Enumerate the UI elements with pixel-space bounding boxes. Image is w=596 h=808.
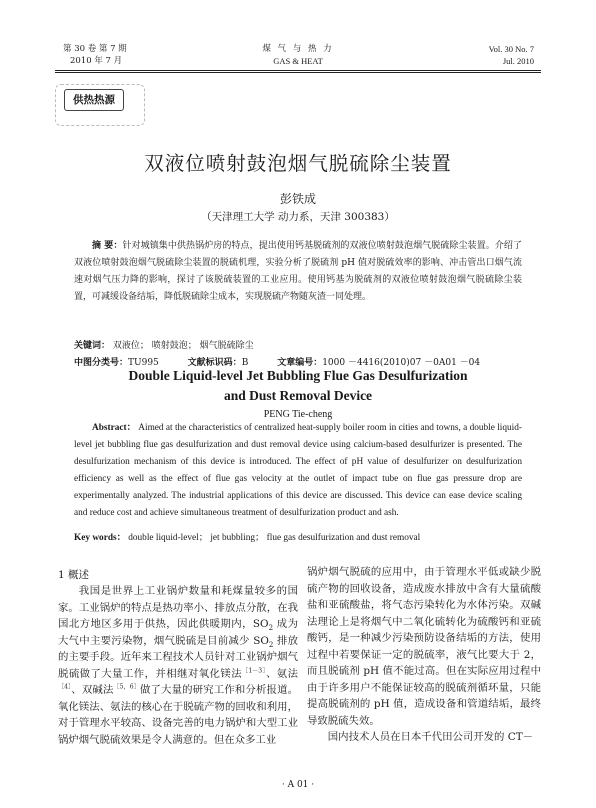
subscript: 2 bbox=[268, 640, 274, 649]
author-cn: 彭铁成 bbox=[279, 192, 316, 206]
date-cn: 2010 年 7 月 bbox=[70, 56, 123, 66]
paper-title-cn: 双液位喷射鼓泡烟气脱硫除尘装置 bbox=[144, 152, 452, 175]
body-text: 、氨法 bbox=[265, 667, 299, 680]
abstract-cn-label: 摘 要： bbox=[92, 241, 123, 251]
citation-ref: ［5，6］ bbox=[113, 683, 140, 691]
section-heading-overview: 1 概述 bbox=[58, 569, 90, 581]
article-number-label: 文章编号： bbox=[277, 358, 323, 368]
clc-label: 中图分类号： bbox=[74, 358, 129, 368]
date-en: Jul. 2010 bbox=[502, 56, 534, 66]
body-paragraph: 锅炉烟气脱硫的应用中，由于管理水平低或缺少脱硫产物的回收设备，造成废水排放中含有大量硫酸盐和亚硫酸盐，将气态污染转化为水体污染。双碱法理论上是将烟气中二氧化硫转化为硫酸钙和亚硫酸钙，是一种减少污染预防设备结垢的方法，使用过程中若要保证一定的脱硫率，液气比要大于 2，而且脱硫剂 pH 值不能过高。但在实际应用过程中由于许多用户不能保证较高的脱硫剂循环量，只能提高脱硫剂的 pH 值，造成设备和管道结垢，最终导致脱硫失效。 bbox=[307, 566, 541, 727]
paper-title-en-line2: and Dust Removal Device bbox=[223, 388, 373, 403]
subscript: 2 bbox=[268, 624, 274, 633]
page-number: · A 01 · bbox=[281, 780, 315, 790]
abstract-en-text: Aimed at the characteristics of centralized heat-supply boiler room in cities and towns, a double liquid-level jet bubbling flue gas desulfurization and dust removal device using calcium-based desulfurizer is presented. The desulfurization mechanism of this device is introduced. The effect of pH value of desulfurizer on desulfurization efficiency as well as the effect of flue gas velocity at the outlet of impact tube on flue gas pressure drop are experimentally analyzed. The industrial applications of this device are discussed. This device can ease device scaling and reduce cost and achieve simultaneous treatment of desulfurization product and ash. bbox=[74, 423, 523, 519]
abstract-en-label: Abstract： bbox=[92, 423, 136, 433]
clc-value: TU995 bbox=[128, 358, 159, 368]
abstract-en bbox=[74, 420, 522, 523]
journal-name-en: GAS & HEAT bbox=[273, 56, 323, 66]
citation-ref: ［4］ bbox=[58, 683, 72, 691]
abstract-cn-text: 针对城镇集中供热锅炉房的特点，提出使用钙基脱硫剂的双液位喷射鼓泡烟气脱硫除尘装置。介绍了双液位喷射鼓泡烟气脱硫除尘装置的脱硫机理，实验分析了脱硫剂 pH 值对脱硫效率的影响、冲击管出口烟气流速对烟气压力降的影响，探讨了该脱硫装置的工业应用。使用钙基为脱硫剂的双液位喷射鼓泡烟气脱硫除尘装置，可减缓设备结垢，降低脱硫除尘成本，实现脱硫产物随灰渣一同处理。 bbox=[74, 241, 522, 302]
keywords-en bbox=[74, 530, 522, 547]
abstract-cn bbox=[74, 238, 522, 306]
body-text: 、双碱法 bbox=[71, 684, 114, 696]
volume-issue-cn: 第 30 卷 第 7 期 bbox=[63, 44, 127, 54]
volume-issue-en: Vol. 30 No. 7 bbox=[488, 44, 534, 54]
paper-title-en-line1: Double Liquid-level Jet Bubbling Flue Gas Desulfurization bbox=[128, 368, 468, 383]
keywords-cn bbox=[74, 338, 522, 355]
affiliation-cn: （天津理工大学 动力系，天津 300383） bbox=[201, 211, 395, 223]
keywords-en-text: double liquid-level； jet bubbling； flue gas desulfurization and dust removal bbox=[128, 533, 421, 543]
body-right-column bbox=[307, 564, 541, 746]
keywords-en-label: Key words： bbox=[74, 533, 126, 543]
body-text: 成为大气中主要污染物，烟气脱硫是目前减少 SO bbox=[58, 618, 298, 647]
journal-name-cn: 煤 气 与 热 力 bbox=[262, 44, 334, 54]
body-text: 我国是世界上工业锅炉数量和耗煤量较多的国家。工业锅炉的特点是热功率小、排放点分散，在我国北方地区多用于供热，因此供暖期内，SO bbox=[58, 585, 298, 630]
keywords-cn-text: 双液位； 喷射鼓泡； 烟气脱硫除尘 bbox=[112, 341, 254, 351]
body-paragraph: 国内技术人员在日本千代田公司开发的 CT－ bbox=[327, 731, 534, 743]
article-number-value: 1000 －4416(2010)07 －0A01 －04 bbox=[322, 358, 481, 368]
body-left-column bbox=[58, 583, 298, 748]
header-rule-double bbox=[55, 72, 541, 73]
citation-ref: ［1－3］ bbox=[242, 667, 266, 675]
doc-code-label: 文献标识码： bbox=[187, 358, 242, 368]
author-en: PENG Tie-cheng bbox=[263, 409, 333, 420]
body-text: 做了大量的研究工作和分析报道。氧化镁法、氨法的核心在于脱硫产物的回收和利用，对于管理水平较高、设备完善的电力锅炉和大型工业锅炉烟气脱硫效果是令人满意的。但在众多工业 bbox=[58, 684, 299, 746]
keywords-cn-label: 关键词： bbox=[74, 341, 111, 351]
doc-code-value: B bbox=[241, 358, 249, 368]
column-badge: 供热热源 bbox=[64, 89, 124, 111]
header-rule bbox=[55, 70, 541, 71]
body-text: 排放的主要手段。近年来工程技术人员针对工业锅炉烟气脱硫做了大量工作，并相继对氧化镁法 bbox=[58, 634, 298, 680]
